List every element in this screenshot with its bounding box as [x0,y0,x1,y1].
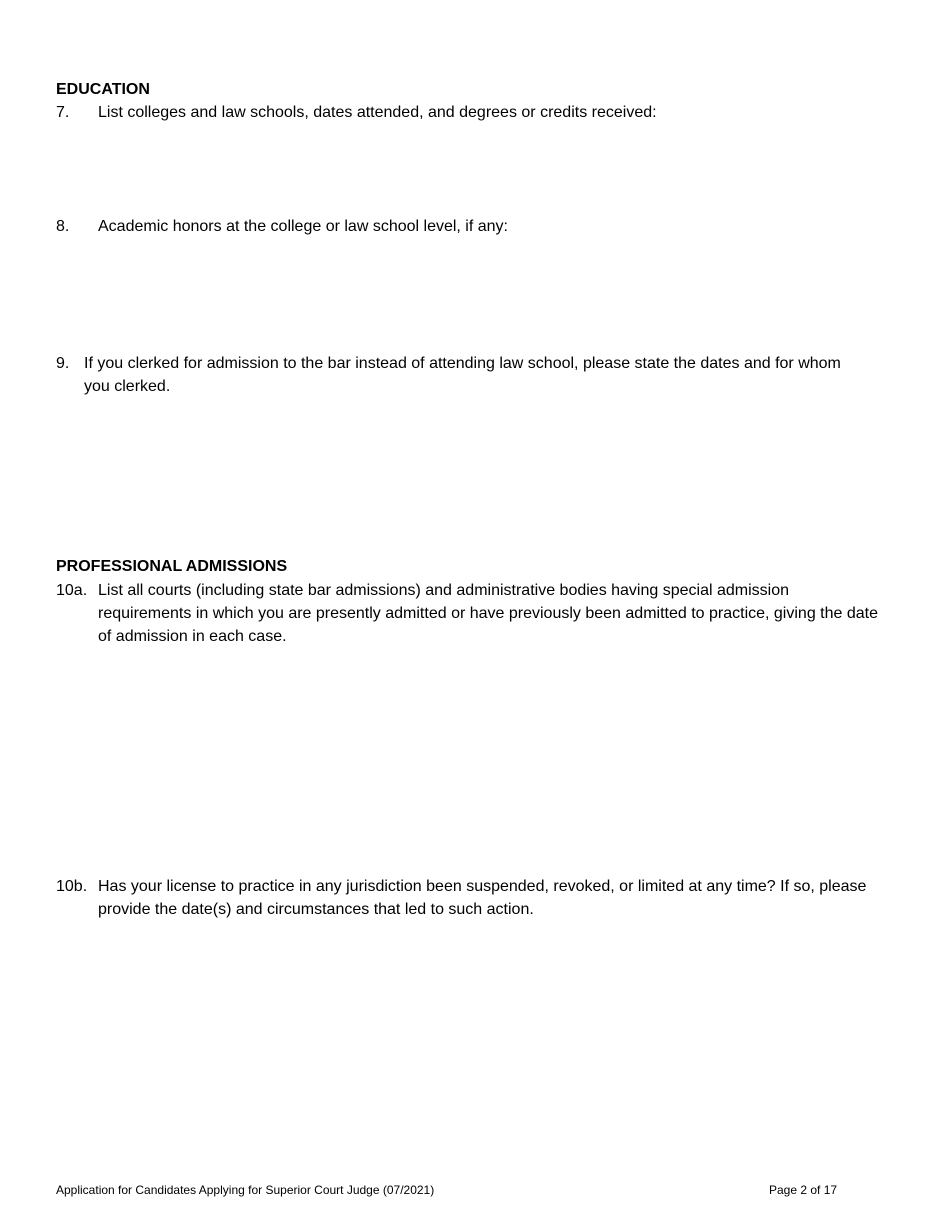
footer-title: Application for Candidates Applying for Superior Court Judge (07/2021) [56,1183,435,1197]
section-heading-education: EDUCATION [56,81,150,98]
question-text: List colleges and law schools, dates attended, and degrees or credits received: [98,104,657,121]
question-number: 9. [56,355,70,372]
question-10b [56,875,882,921]
section-heading-professional-admissions: PROFESSIONAL ADMISSIONS [56,558,288,575]
question-7 [56,101,876,124]
question-number: 10b. [56,878,88,895]
question-number: 7. [56,104,70,121]
question-10a [56,579,882,648]
question-9 [56,352,866,398]
question-text: Has your license to practice in any jurisdiction been suspended, revoked, or limited at any time? If so, please provide the date(s) and circumstances that led to such action. [98,878,867,918]
question-text: Academic honors at the college or law school level, if any: [98,218,508,235]
question-text: List all courts (including state bar admissions) and administrative bodies having special admission requirements in which you are presently admitted or have previously been admitted to practice, giving the date of admission in each case. [98,582,878,645]
question-number: 8. [56,218,70,235]
question-text: If you clerked for admission to the bar instead of attending law school, please state the dates and for whom you clerked. [84,355,841,395]
question-8 [56,215,876,238]
footer-page-number: Page 2 of 17 [769,1183,838,1197]
question-number: 10a. [56,582,88,599]
